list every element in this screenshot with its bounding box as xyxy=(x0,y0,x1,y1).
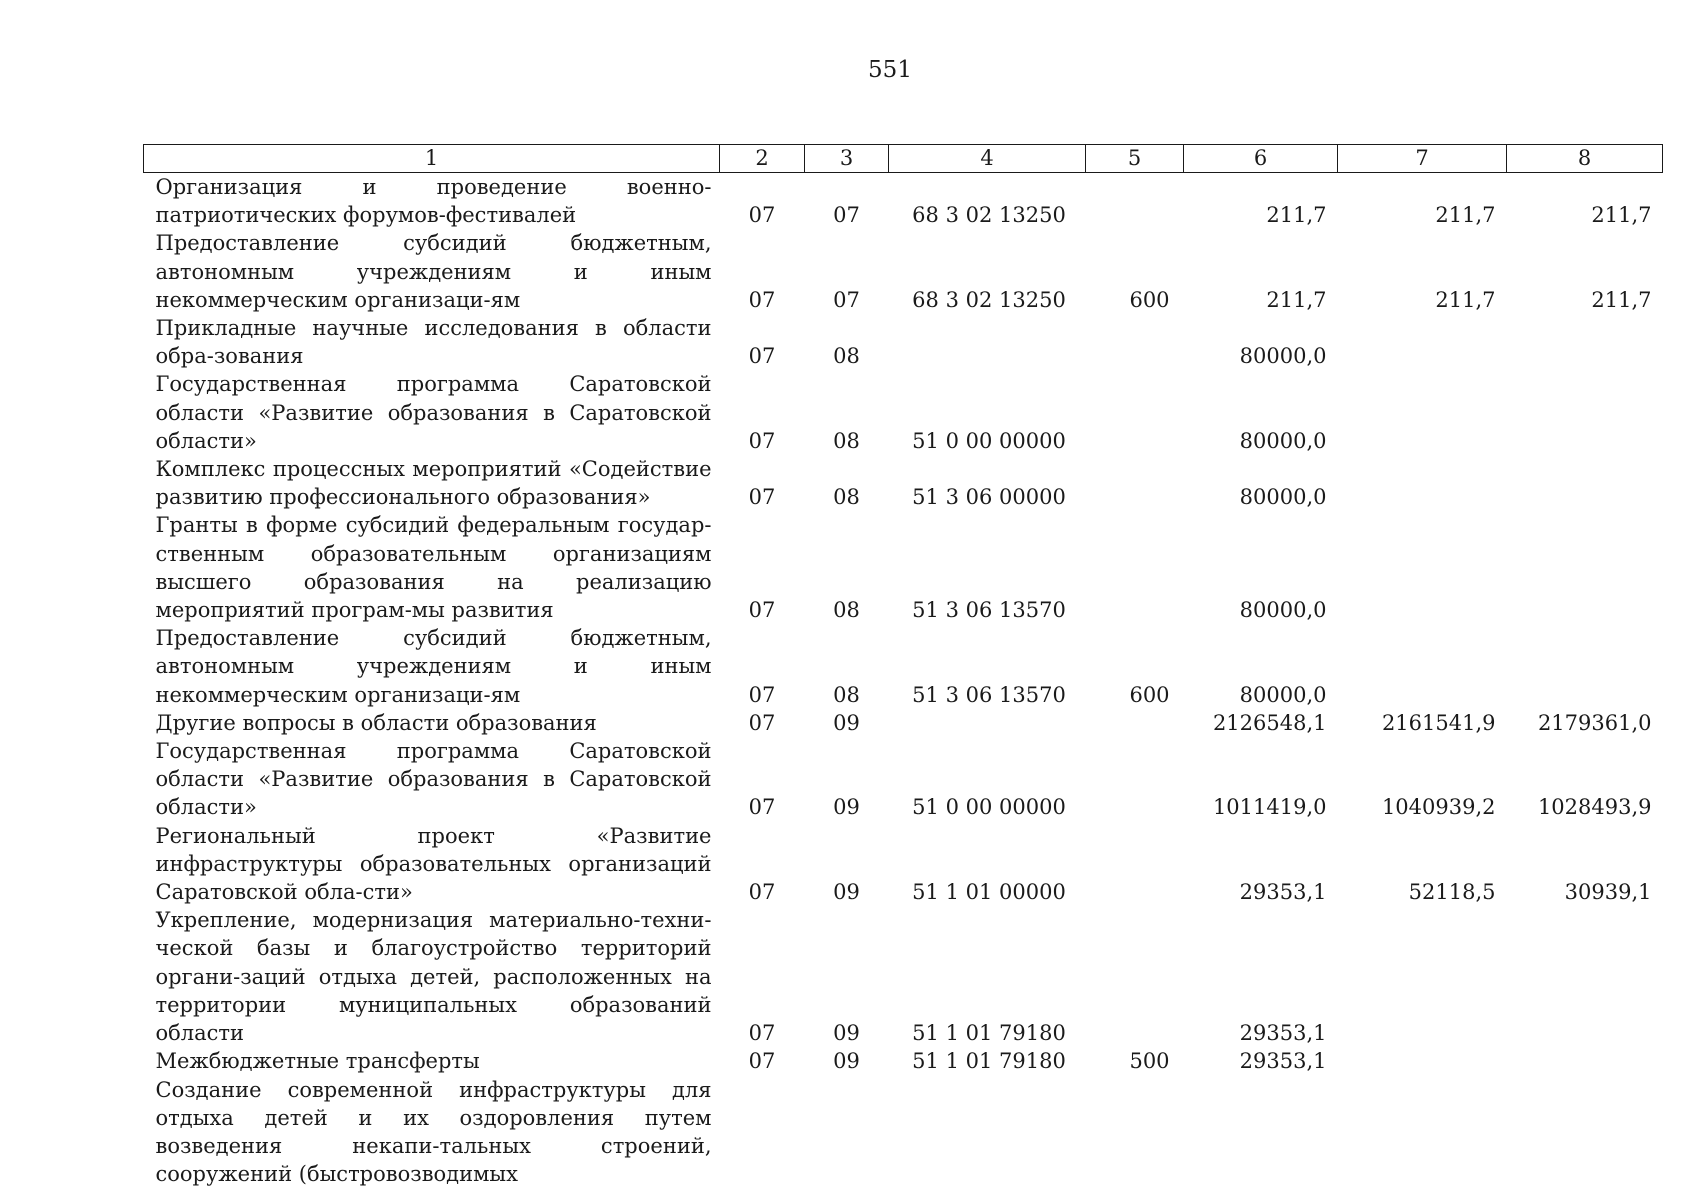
row-amount-3: 2179361,0 xyxy=(1537,710,1652,735)
row-amount-3 xyxy=(1507,624,1663,709)
row-amount-1: 211,7 xyxy=(1266,203,1327,228)
row-name: Создание современной инфраструктуры для отдыха детей и их оздоровления путем возведения некапи-тальных строений, сооружений (быстровозводимых xyxy=(155,1077,712,1187)
row-amount-1: 29353,1 xyxy=(1239,880,1327,905)
row-subsection: 08 xyxy=(833,428,860,453)
row-name: Укрепление, модернизация материально-техни-ческой базы и благоустройство территорий органи-заций отдыха детей, расположенных на территории муниципальных образований области xyxy=(155,908,712,1046)
row-amount-3: 211,7 xyxy=(1591,287,1652,312)
row-expense-type: 500 xyxy=(1129,1049,1170,1074)
row-subsection: 07 xyxy=(833,287,860,312)
row-amount-2: 211,7 xyxy=(1435,287,1496,312)
row-expense-type: 600 xyxy=(1129,287,1170,312)
row-target-article: 51 1 01 79180 xyxy=(912,1021,1066,1046)
row-name: Государственная программа Саратовской области «Развитие образования в Саратовской области» xyxy=(155,739,712,820)
table-row xyxy=(144,370,1663,455)
row-amount-1: 1011419,0 xyxy=(1212,795,1327,820)
header-col-2: 2 xyxy=(720,145,805,173)
row-amount-3: 1028493,9 xyxy=(1537,795,1652,820)
row-section: 07 xyxy=(748,1049,776,1074)
table-row xyxy=(144,1076,1663,1189)
row-amount-3 xyxy=(1507,1076,1663,1189)
row-expense-type xyxy=(1086,314,1184,370)
row-amount-3: 211,7 xyxy=(1591,203,1652,228)
table-row xyxy=(144,511,1663,624)
row-target-article xyxy=(889,1076,1086,1189)
row-amount-1: 80000,0 xyxy=(1239,682,1327,707)
row-subsection: 09 xyxy=(833,795,860,820)
row-amount-2: 52118,5 xyxy=(1408,880,1496,905)
row-amount-2: 2161541,9 xyxy=(1381,710,1496,735)
row-section: 07 xyxy=(748,287,776,312)
row-expense-type xyxy=(1086,822,1184,907)
row-target-article: 68 3 02 13250 xyxy=(912,203,1066,228)
row-section: 07 xyxy=(748,485,776,510)
row-section: 07 xyxy=(748,344,776,369)
row-amount-2 xyxy=(1338,906,1507,1047)
row-expense-type xyxy=(1086,370,1184,455)
row-subsection: 09 xyxy=(833,880,860,905)
row-name: Гранты в форме субсидий федеральным государ-ственным образовательным организациям высшего образования на реализацию мероприятий програм-мы развития xyxy=(155,513,712,623)
row-target-article: 51 1 01 00000 xyxy=(912,880,1066,905)
row-section: 07 xyxy=(748,795,776,820)
row-subsection: 09 xyxy=(833,1049,860,1074)
row-subsection: 07 xyxy=(833,203,860,228)
row-target-article: 51 1 01 79180 xyxy=(912,1049,1066,1074)
row-section: 07 xyxy=(748,428,776,453)
header-col-4: 4 xyxy=(889,145,1086,173)
header-col-8: 8 xyxy=(1507,145,1663,173)
table-row xyxy=(144,822,1663,907)
row-amount-2 xyxy=(1338,455,1507,511)
row-subsection: 09 xyxy=(833,1021,860,1046)
row-name: Другие вопросы в области образования xyxy=(155,710,597,735)
row-section: 07 xyxy=(748,598,776,623)
row-name: Межбюджетные трансферты xyxy=(155,1049,480,1074)
row-amount-1: 80000,0 xyxy=(1239,428,1327,453)
row-target-article: 51 0 00 00000 xyxy=(912,795,1066,820)
row-amount-3 xyxy=(1507,370,1663,455)
row-expense-type xyxy=(1086,709,1184,737)
row-name: Комплекс процессных мероприятий «Содействие развитию профессионального образования» xyxy=(155,457,712,510)
row-subsection: 08 xyxy=(833,344,860,369)
header-col-5: 5 xyxy=(1086,145,1184,173)
row-name: Предоставление субсидий бюджетным, автономным учреждениям и иным некоммерческим организаци-ям xyxy=(155,626,712,707)
budget-table xyxy=(143,144,1663,1188)
row-subsection: 09 xyxy=(833,710,860,735)
table-row xyxy=(144,314,1663,370)
table-row xyxy=(144,173,1663,230)
row-amount-2 xyxy=(1338,1076,1507,1189)
row-expense-type xyxy=(1086,906,1184,1047)
row-target-article: 51 0 00 00000 xyxy=(912,428,1066,453)
table-row xyxy=(144,737,1663,822)
table-header xyxy=(144,145,1663,173)
row-amount-3 xyxy=(1507,906,1663,1047)
row-subsection: 08 xyxy=(833,682,860,707)
row-name: Предоставление субсидий бюджетным, автономным учреждениям и иным некоммерческим организаци-ям xyxy=(155,231,712,312)
row-amount-1: 80000,0 xyxy=(1239,344,1327,369)
table-row xyxy=(144,709,1663,737)
row-amount-2: 1040939,2 xyxy=(1381,795,1496,820)
row-name: Прикладные научные исследования в области обра-зования xyxy=(155,316,712,369)
row-section: 07 xyxy=(748,880,776,905)
table-row xyxy=(144,455,1663,511)
header-col-3: 3 xyxy=(805,145,889,173)
row-expense-type xyxy=(1086,737,1184,822)
page-number: 551 xyxy=(868,57,912,83)
row-section xyxy=(720,1076,805,1189)
row-name: Региональный проект «Развитие инфраструктуры образовательных организаций Саратовской обла-сти» xyxy=(155,823,712,905)
row-amount-3 xyxy=(1507,314,1663,370)
table-row xyxy=(144,1047,1663,1075)
row-amount-1: 211,7 xyxy=(1266,287,1327,312)
row-target-article: 51 3 06 13570 xyxy=(912,682,1066,707)
row-amount-2: 211,7 xyxy=(1435,203,1496,228)
row-subsection: 08 xyxy=(833,598,860,623)
row-target-article xyxy=(889,314,1086,370)
row-amount-2 xyxy=(1338,624,1507,709)
row-expense-type xyxy=(1086,455,1184,511)
row-target-article: 68 3 02 13250 xyxy=(912,287,1066,312)
row-amount-2 xyxy=(1338,314,1507,370)
row-section: 07 xyxy=(748,710,776,735)
row-expense-type xyxy=(1086,511,1184,624)
row-amount-1: 29353,1 xyxy=(1239,1049,1327,1074)
row-amount-3 xyxy=(1507,455,1663,511)
row-amount-1: 29353,1 xyxy=(1239,1021,1327,1046)
row-section: 07 xyxy=(748,682,776,707)
row-target-article: 51 3 06 13570 xyxy=(912,598,1066,623)
row-amount-1: 80000,0 xyxy=(1239,485,1327,510)
row-amount-1: 2126548,1 xyxy=(1212,710,1327,735)
row-amount-1 xyxy=(1184,1076,1338,1189)
row-amount-2 xyxy=(1338,1047,1507,1075)
table-row xyxy=(144,624,1663,709)
row-section: 07 xyxy=(748,1021,776,1046)
row-name: Организация и проведение военно-патриотических форумов-фестивалей xyxy=(155,175,712,228)
table-body xyxy=(144,173,1663,1189)
row-amount-3 xyxy=(1507,511,1663,624)
header-col-7: 7 xyxy=(1338,145,1507,173)
row-expense-type xyxy=(1086,173,1184,230)
header-row xyxy=(144,145,1663,173)
row-amount-3: 30939,1 xyxy=(1564,880,1652,905)
table-row xyxy=(144,229,1663,314)
row-amount-2 xyxy=(1338,370,1507,455)
row-expense-type: 600 xyxy=(1129,682,1170,707)
row-subsection: 08 xyxy=(833,485,860,510)
row-amount-2 xyxy=(1338,511,1507,624)
row-amount-1: 80000,0 xyxy=(1239,598,1327,623)
row-name: Государственная программа Саратовской области «Развитие образования в Саратовской области» xyxy=(155,372,712,453)
table-row xyxy=(144,906,1663,1047)
row-amount-3 xyxy=(1507,1047,1663,1075)
row-section: 07 xyxy=(748,203,776,228)
row-subsection xyxy=(805,1076,889,1189)
row-target-article: 51 3 06 00000 xyxy=(912,485,1066,510)
row-expense-type xyxy=(1086,1076,1184,1189)
row-target-article xyxy=(889,709,1086,737)
header-col-1: 1 xyxy=(144,145,720,173)
header-col-6: 6 xyxy=(1184,145,1338,173)
